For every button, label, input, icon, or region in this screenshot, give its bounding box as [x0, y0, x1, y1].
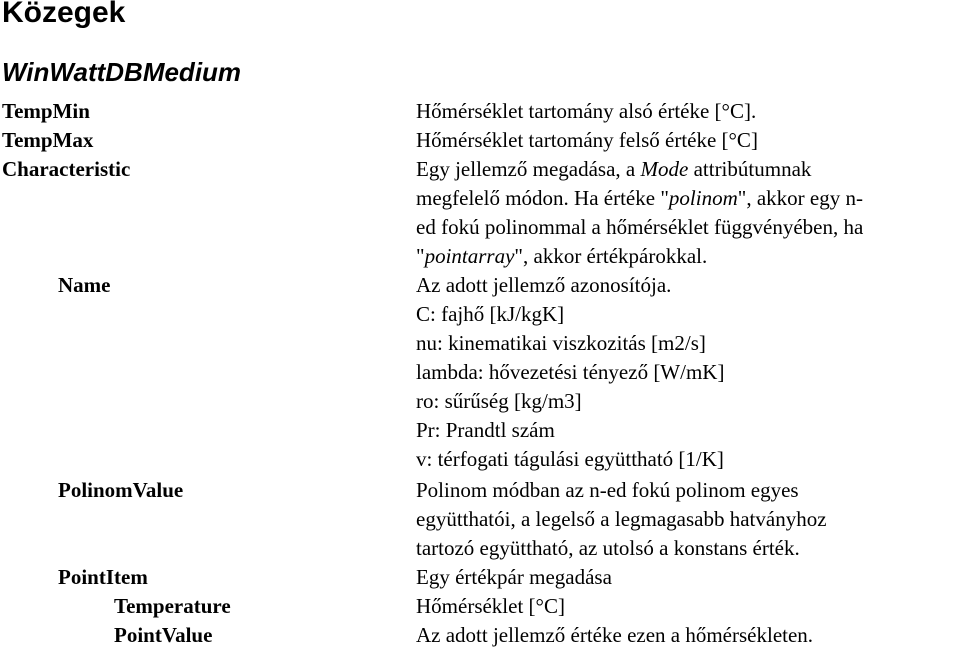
desc-name-nu: nu: kinematikai viszkozitás [m2/s] [416, 331, 706, 355]
term-name: Name [58, 273, 111, 297]
term-temperature: Temperature [114, 594, 231, 618]
desc-characteristic-line-3: ed fokú polinommal a hőmérséklet függvényében, ha [416, 215, 864, 239]
desc-temperature: Hőmérséklet [°C] [416, 594, 565, 618]
desc-tempmax: Hőmérséklet tartomány felső értéke [°C] [416, 128, 758, 152]
desc-name-ro: ro: sűrűség [kg/m3] [416, 389, 582, 413]
desc-pointvalue: Az adott jellemző értéke ezen a hőmérsékleten. [416, 623, 814, 647]
term-pointitem: PointItem [58, 565, 148, 589]
page-title: Közegek [2, 0, 126, 29]
term-tempmax: TempMax [2, 128, 94, 152]
desc-polinomvalue-line-2: együtthatói, a legelső a legmagasabb hatványhoz [416, 507, 827, 531]
desc-tempmin: Hőmérséklet tartomány alsó értéke [°C]. [416, 99, 757, 123]
desc-name-lambda: lambda: hővezetési tényező [W/mK] [416, 360, 725, 384]
term-tempmin: TempMin [2, 99, 90, 123]
desc-name-v: v: térfogati tágulási együttható [1/K] [416, 447, 724, 471]
term-pointvalue: PointValue [114, 623, 213, 647]
desc-name: Az adott jellemző azonosítója. [416, 273, 672, 297]
section-title: WinWattDBMedium [2, 57, 242, 87]
desc-polinomvalue-line-3: tartozó együttható, az utolsó a konstans érték. [416, 536, 800, 560]
desc-pointitem: Egy értékpár megadása [416, 565, 612, 589]
desc-characteristic-line-2: megfelelő módon. Ha értéke "polinom", akkor egy n- [416, 186, 863, 210]
desc-name-c: C: fajhő [kJ/kgK] [416, 302, 565, 326]
desc-characteristic-line-1: Egy jellemző megadása, a Mode attribútumnak [416, 157, 812, 181]
desc-polinomvalue-line-1: Polinom módban az n-ed fokú polinom egyes [416, 478, 799, 502]
desc-name-pr: Pr: Prandtl szám [416, 418, 555, 442]
term-characteristic: Characteristic [2, 157, 131, 181]
desc-characteristic-line-4: "pointarray", akkor értékpárokkal. [416, 244, 708, 268]
term-polinomvalue: PolinomValue [58, 478, 184, 502]
